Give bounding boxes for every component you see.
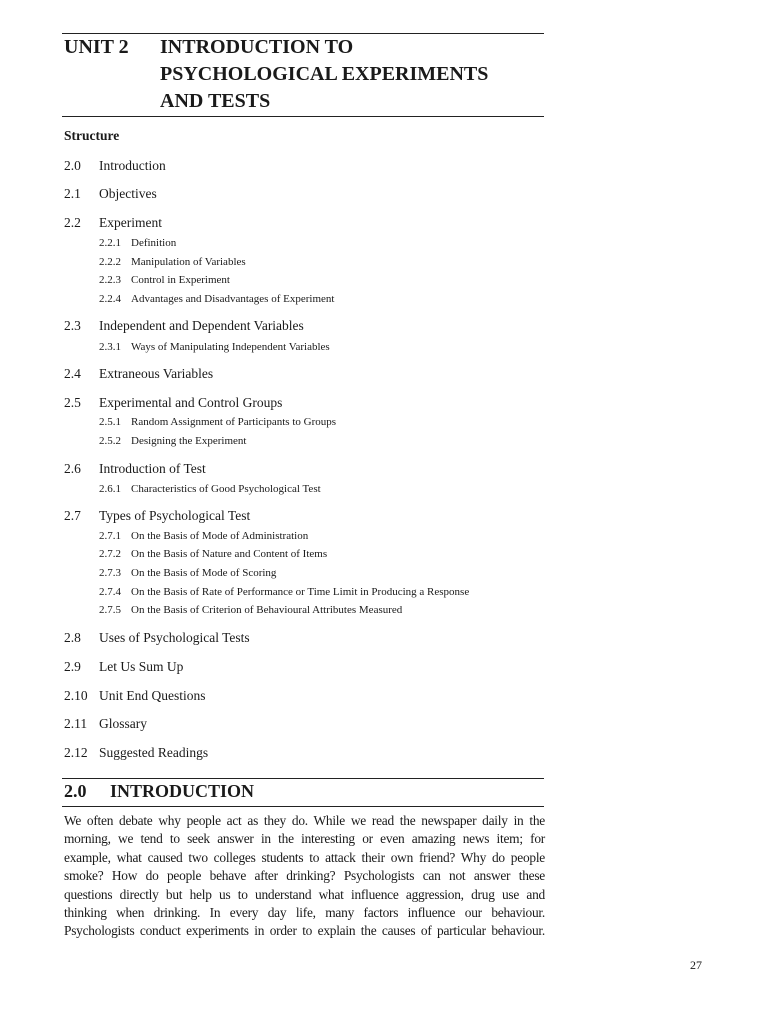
toc-subitem-number: 2.7.1 xyxy=(99,530,121,542)
toc-subitem-number: 2.2.2 xyxy=(99,256,121,268)
toc-subitem-number: 2.7.4 xyxy=(99,586,121,598)
toc-item-title: Introduction xyxy=(99,158,166,173)
toc-item-title: Unit End Questions xyxy=(99,688,206,703)
toc-item-title: Independent and Dependent Variables xyxy=(99,318,304,333)
toc-item-title: Glossary xyxy=(99,716,147,731)
toc-item-number: 2.7 xyxy=(64,508,81,523)
toc-subitem-title: Ways of Manipulating Independent Variables xyxy=(131,341,330,353)
structure-heading: Structure xyxy=(64,128,120,143)
toc-subitem-title: On the Basis of Criterion of Behavioural Attributes Measured xyxy=(131,604,403,616)
toc-item-number: 2.6 xyxy=(64,461,81,476)
paragraph-line: We often debate why people act as they do. While we read the newspaper daily in the xyxy=(64,813,545,828)
toc-item-title: Experiment xyxy=(99,215,162,230)
toc-subitem-number: 2.7.5 xyxy=(99,604,121,616)
toc-subitem-number: 2.7.2 xyxy=(99,548,121,560)
paragraph-line: example, what caused two colleges students to attack their own friend? Why do people xyxy=(64,849,545,865)
section-top-rule xyxy=(62,778,544,779)
toc-item-title: Uses of Psychological Tests xyxy=(99,630,250,645)
toc-item-number: 2.5 xyxy=(64,395,81,410)
toc-item-number: 2.4 xyxy=(64,366,81,381)
toc-subitem-number: 2.6.1 xyxy=(99,483,121,495)
unit-title xyxy=(160,34,544,115)
toc-item-number: 2.12 xyxy=(64,745,88,760)
toc-subitem-title: Advantages and Disadvantages of Experiment xyxy=(131,293,335,305)
paragraph-line: smoke? How do people behave after drinking? Psychologists can not answer these xyxy=(64,868,545,884)
toc-subitem-number: 2.2.1 xyxy=(99,237,121,249)
toc-subitem-title: On the Basis of Nature and Content of Items xyxy=(131,548,328,560)
section-number: 2.0 xyxy=(64,781,87,801)
paragraph-line: questions directly but help us to understand what influence aggression, drug use and xyxy=(64,886,545,902)
toc-subitem-title: On the Basis of Mode of Administration xyxy=(131,530,309,542)
paragraph-line: Psychologists conduct experiments in order to explain the causes of particular behaviour. xyxy=(64,923,545,939)
unit-title-line: AND TESTS xyxy=(160,90,271,112)
toc-subitem-title: On the Basis of Mode of Scoring xyxy=(131,567,277,579)
paragraph-line: morning, we tend to seek answer in the interesting or even amazing news item; for xyxy=(64,831,545,847)
toc-subitem-title: Designing the Experiment xyxy=(131,435,247,447)
toc-item-title: Experimental and Control Groups xyxy=(99,395,283,410)
toc-subitem-title: Control in Experiment xyxy=(131,274,230,286)
toc-item-number: 2.10 xyxy=(64,688,88,703)
toc-item-title: Introduction of Test xyxy=(99,461,206,476)
section-bottom-rule xyxy=(62,806,544,807)
toc-subitem-title: On the Basis of Rate of Performance or Time Limit in Producing a Response xyxy=(131,586,470,598)
toc-subitem-number: 2.7.3 xyxy=(99,567,121,579)
toc-item-number: 2.3 xyxy=(64,318,81,333)
toc-item-title: Objectives xyxy=(99,186,157,201)
toc-item-title: Types of Psychological Test xyxy=(99,508,251,523)
header-bottom-rule xyxy=(62,116,544,117)
toc-subitem-number: 2.3.1 xyxy=(99,341,121,353)
intro-paragraph xyxy=(64,812,545,941)
toc-subitem-number: 2.2.3 xyxy=(99,274,121,286)
unit-title-line: PSYCHOLOGICAL EXPERIMENTS xyxy=(160,63,489,85)
unit-label: UNIT 2 xyxy=(64,36,129,58)
toc-subitem-title: Definition xyxy=(131,237,177,249)
unit-title-line: INTRODUCTION TO xyxy=(160,36,354,58)
toc-item-number: 2.9 xyxy=(64,659,81,674)
toc-item-number: 2.8 xyxy=(64,630,81,645)
toc-item-number: 2.1 xyxy=(64,186,81,201)
toc-subitem-number: 2.5.2 xyxy=(99,435,121,447)
toc-subitem-title: Characteristics of Good Psychological Test xyxy=(131,483,321,495)
toc-subitem-number: 2.5.1 xyxy=(99,416,121,428)
toc-subitem-title: Random Assignment of Participants to Groups xyxy=(131,416,337,428)
toc-item-number: 2.2 xyxy=(64,215,81,230)
toc-item-number: 2.11 xyxy=(64,716,88,731)
page-number: 27 xyxy=(690,958,702,972)
toc-item-title: Let Us Sum Up xyxy=(99,659,184,674)
toc-item-title: Suggested Readings xyxy=(99,745,209,760)
toc-subitem-title: Manipulation of Variables xyxy=(131,256,246,268)
paragraph-line: thinking when drinking. In every day life, many factors influence our behaviour. xyxy=(64,905,545,921)
toc-subitem-number: 2.2.4 xyxy=(99,293,121,305)
toc-item-number: 2.0 xyxy=(64,158,81,173)
toc-item-title: Extraneous Variables xyxy=(99,366,214,381)
section-title: INTRODUCTION xyxy=(110,781,255,801)
